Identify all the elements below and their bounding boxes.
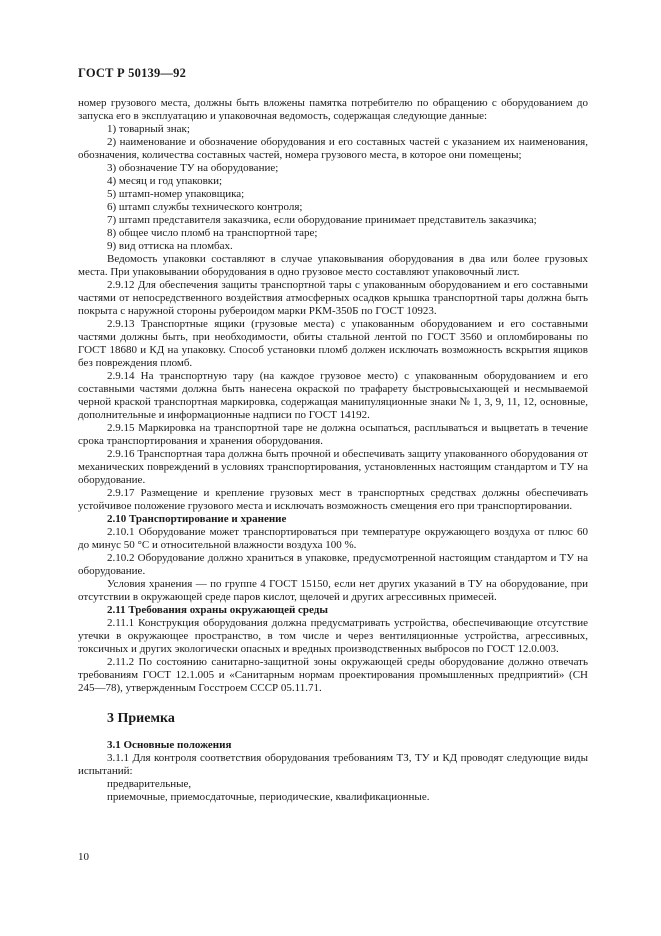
paragraph: Условия хранения — по группе 4 ГОСТ 15150, если нет других указаний в ТУ на оборудование, при отсутствии в окружающей среде паров кислот, щелочей и других агрессивных примесей. bbox=[78, 578, 588, 603]
paragraph: 2.9.12 Для обеспечения защиты транспортной тары с упакованным оборудованием и его составными частями от непосредственного воздействия атмосферных осадков крышка транспортной тары должна быть покрыта с наружной стороны рубероидом марки РКМ-350Б по ГОСТ 10923. bbox=[78, 279, 588, 317]
chapter-heading: 3 Приемка bbox=[107, 711, 175, 726]
paragraph: 2.9.14 На транспортную тару (на каждое грузовое место) с упакованным оборудованием и его составными частями должна быть нанесена окраской по трафарету быстровысыхающей и несмываемой черной краской транспортная маркировка, содержащая манипуляционные знаки № 1, 3, 9, 11, 12, основные, дополнительные и информационные надписи по ГОСТ 14192. bbox=[78, 370, 588, 421]
paragraph: 2.10.2 Оборудование должно храниться в упаковке, предусмотренной настоящим стандартом и ТУ на оборудование. bbox=[78, 552, 588, 577]
list-item: 2) наименование и обозначение оборудования и его составных частей с указанием их наименования, обозначения, количества составных частей, номера грузового места, в которое они помещены; bbox=[78, 136, 588, 161]
paragraph: 2.9.16 Транспортная тара должна быть прочной и обеспечивать защиту упакованного оборудования от механических повреждений в условиях транспортирования, установленных настоящим стандартом и ТУ на оборудование. bbox=[78, 448, 588, 486]
section-heading: 2.11 Требования охраны окружающей среды bbox=[107, 604, 328, 616]
list-item: 6) штамп службы технического контроля; bbox=[107, 201, 303, 213]
section-heading: 3.1 Основные положения bbox=[107, 739, 232, 751]
page-number: 10 bbox=[78, 851, 89, 863]
paragraph: 3.1.1 Для контроля соответствия оборудования требованиям ТЗ, ТУ и КД проводят следующие виды испытаний: bbox=[78, 752, 588, 777]
paragraph: номер грузового места, должны быть вложены памятка потребителю по обращению с оборудованием до запуска его в эксплуатацию и упаковочная ведомость, содержащая следующие данные: bbox=[78, 97, 588, 122]
document-body bbox=[78, 97, 588, 804]
list-item: 3) обозначение ТУ на оборудование; bbox=[107, 162, 279, 174]
paragraph: 2.10.1 Оборудование может транспортироваться при температуре окружающего воздуха от плюс 60 до минус 50 °С и относительной влажности воздуха 100 %. bbox=[78, 526, 588, 551]
list-item: приемочные, приемосдаточные, периодические, квалификационные. bbox=[107, 791, 430, 803]
paragraph: Ведомость упаковки составляют в случае упаковывания оборудования в два или более грузовых места. При упаковывании оборудования в одно грузовое место составляют упаковочный лист. bbox=[78, 253, 588, 278]
paragraph: 2.9.13 Транспортные ящики (грузовые места) с упакованным оборудованием и его составными частями должны быть, при необходимости, обиты стальной лентой по ГОСТ 3560 и опломбированы по ГОСТ 18680 и КД на упаковку. Способ установки пломб должен исключать возможность вскрытия ящиков без повреждения пломб. bbox=[78, 318, 588, 369]
section-heading: 2.10 Транспортирование и хранение bbox=[107, 513, 287, 525]
paragraph: 2.9.17 Размещение и крепление грузовых мест в транспортных средствах должны обеспечивать устойчивое положение грузового места и исключать возможность смещения его при транспортировании. bbox=[78, 487, 588, 512]
page-header: ГОСТ Р 50139—92 bbox=[78, 66, 187, 80]
list-item: 9) вид оттиска на пломбах. bbox=[107, 240, 233, 252]
list-item: 8) общее число пломб на транспортной таре; bbox=[107, 227, 318, 239]
paragraph: 2.9.15 Маркировка на транспортной таре не должна осыпаться, расплываться и выцветать в течение срока транспортирования и хранения оборудования. bbox=[78, 422, 588, 447]
list-item: 7) штамп представителя заказчика, если оборудование принимает представитель заказчика; bbox=[107, 214, 537, 226]
list-item: 1) товарный знак; bbox=[107, 123, 190, 135]
paragraph: 2.11.1 Конструкция оборудования должна предусматривать устройства, обеспечивающие отсутствие утечки в окружающее пространство, в том числе и через вентиляционные устройства, агрессивных, токсичных и других экологически опасных и вредных производственных выбросов по ГОСТ 12.0.003. bbox=[78, 617, 588, 655]
paragraph: 2.11.2 По состоянию санитарно-защитной зоны окружающей среды оборудование должно отвечать требованиям ГОСТ 12.1.005 и «Санитарным нормам проектирования промышленных предприятий» (СН 245—78), утвержденным Госстроем СССР 05.11.71. bbox=[78, 656, 588, 694]
list-item: 5) штамп-номер упаковщика; bbox=[107, 188, 245, 200]
list-item: предварительные, bbox=[107, 778, 192, 790]
list-item: 4) месяц и год упаковки; bbox=[107, 175, 223, 187]
